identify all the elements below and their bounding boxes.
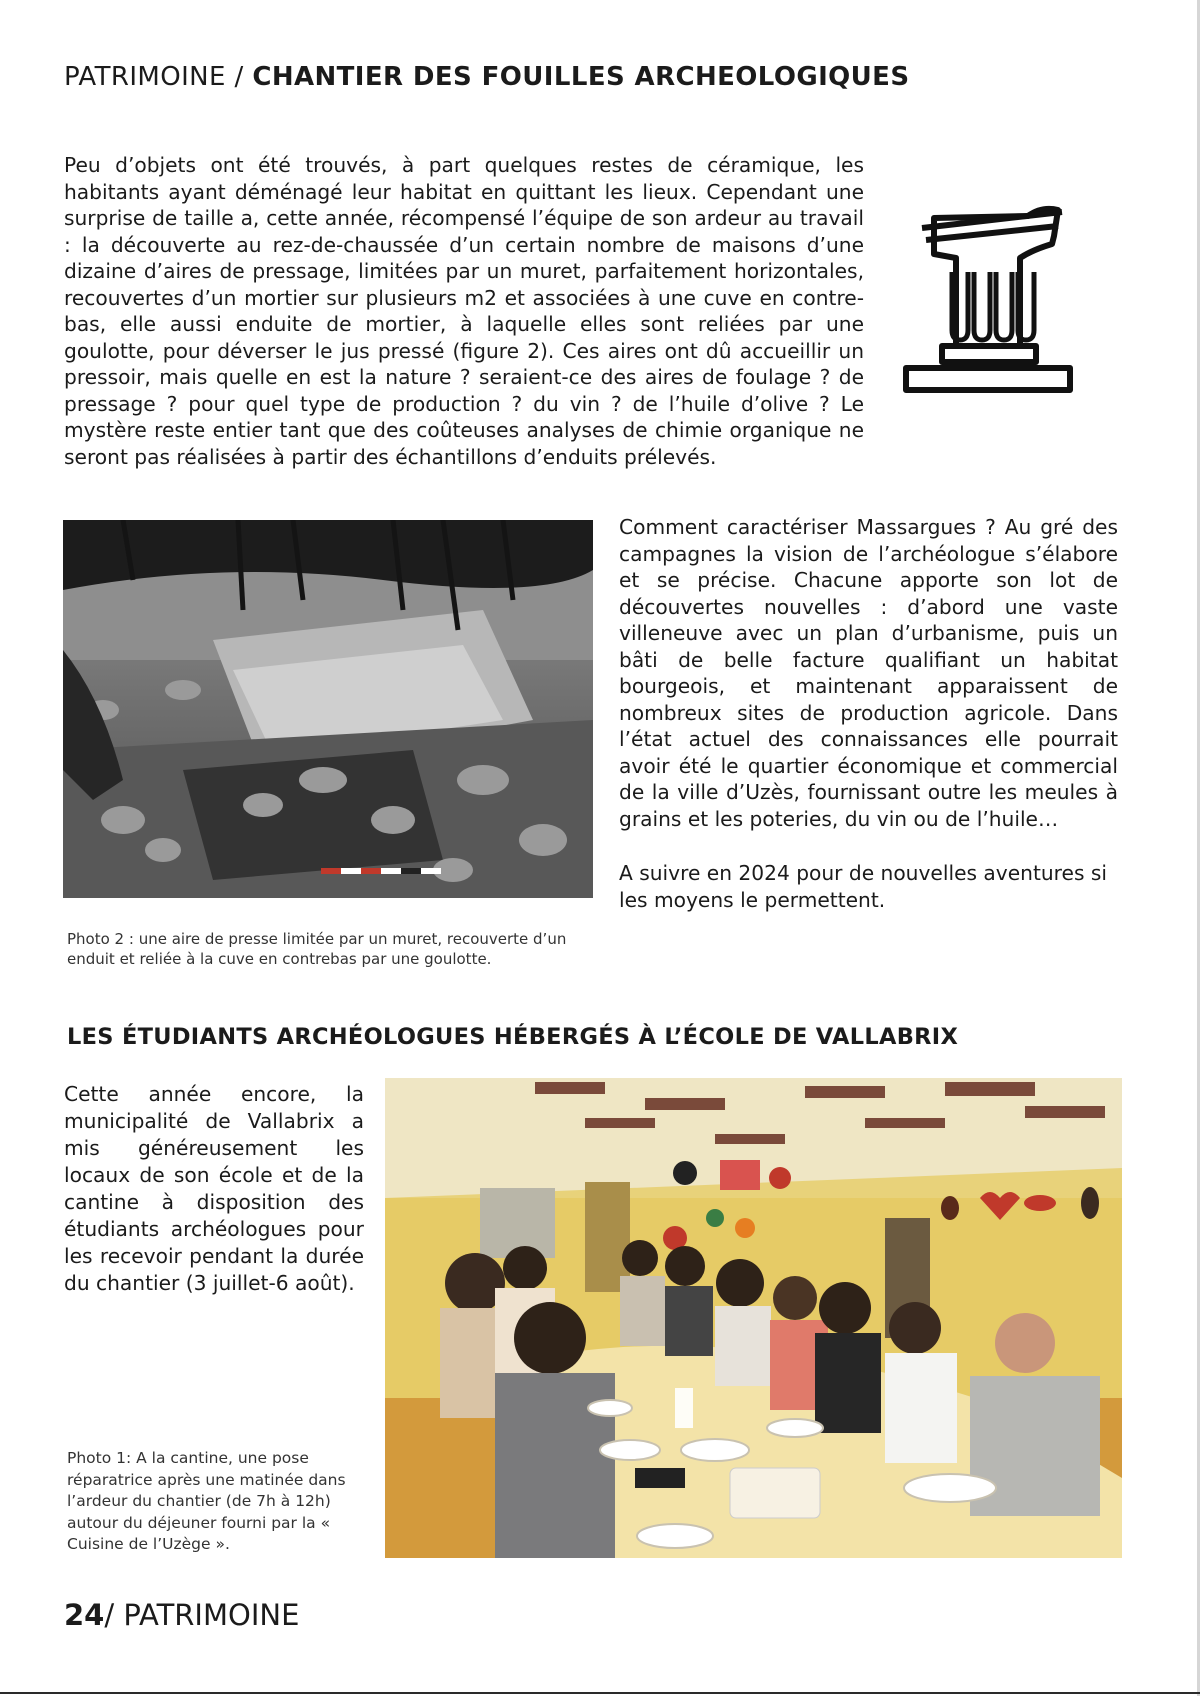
excavation-photo: [63, 520, 593, 898]
photo-2-caption: Photo 2 : une aire de presse limitée par un muret, recouverte d’un enduit et reliée à la cuve en contrebas par une goulotte.: [67, 930, 567, 968]
photo-1-caption: Photo 1: A la cantine, une pose réparatrice après une matinée dans l’ardeur du chantier (de 7h à 12h) autour du déjeuner fourni par la « Cuisine de l’Uzège ».: [67, 1449, 346, 1553]
massargues-paragraph: Comment caractériser Massargues ? Au gré des campagnes la vision de l’archéologue s’élabore et se précise. Chacune apporte son lot de découvertes nouvelles : d’abord une vaste villeneuve avec un plan d’urbanisme, puis un bâti de belle facture qualifiant un habitat bourgeois, et maintenant apparaissent de nombreux sites de production agricole. Dans l’état actuel des connaissances elle pourrait avoir été le quartier économique et commercial de la ville d’Uzès, fournissant outre les meules à grains et les poteries, du vin ou de l’huile…: [619, 515, 1118, 831]
next-season-paragraph: A suivre en 2024 pour de nouvelles aventures si les moyens le permettent.: [619, 861, 1107, 912]
section-heading: LES ÉTUDIANTS ARCHÉOLOGUES HÉBERGÉS À L’ÉCOLE DE VALLABRIX: [67, 1024, 959, 1050]
vallabrix-paragraph: Cette année encore, la municipalité de Vallabrix a mis généreusement les locaux de son école et de la cantine à disposition des étudiants archéologues pour les recevoir pendant la durée du chantier (3 juillet-6 août).: [64, 1082, 364, 1295]
page-bottom-line: [0, 1692, 1200, 1694]
page-header: [64, 62, 909, 92]
footer-section: / PATRIMOINE: [104, 1598, 300, 1632]
page-title: CHANTIER DES FOUILLES ARCHEOLOGIQUES: [252, 62, 910, 92]
page-footer: [64, 1598, 299, 1632]
canteen-photo: [385, 1078, 1122, 1558]
section-kicker: PATRIMOINE /: [64, 62, 253, 92]
ancient-column-icon: [902, 200, 1074, 406]
intro-paragraph: Peu d’objets ont été trouvés, à part quelques restes de céramique, les habitants ayant déménagé leur habitat en quittant les lieux. Cependant une surprise de taille a, cette année, récompensé l’équipe de son ardeur au travail : la découverte au rez-de-chaussée d’un certain nombre de maisons d’une dizaine d’aires de pressage, limitées par un muret, parfaitement horizontales, recouvertes d’un mortier sur plusieurs m2 et associées à une cuve en contre-bas, elle aussi enduite de mortier, à laquelle elles sont reliées par une goulotte, pour déverser le jus pressé (figure 2). Ces aires ont dû accueillir un pressoir, mais quelle en est la nature ? seraient-ce des aires de foulage ? de pressage ? pour quel type de production ? du vin ? de l’huile d’olive ? Le mystère reste entier tant que des coûteuses analyses de chimie organique ne seront pas réalisées à partir des échantillons d’enduits prélevés.: [64, 153, 864, 469]
page-number: 24: [64, 1598, 105, 1632]
